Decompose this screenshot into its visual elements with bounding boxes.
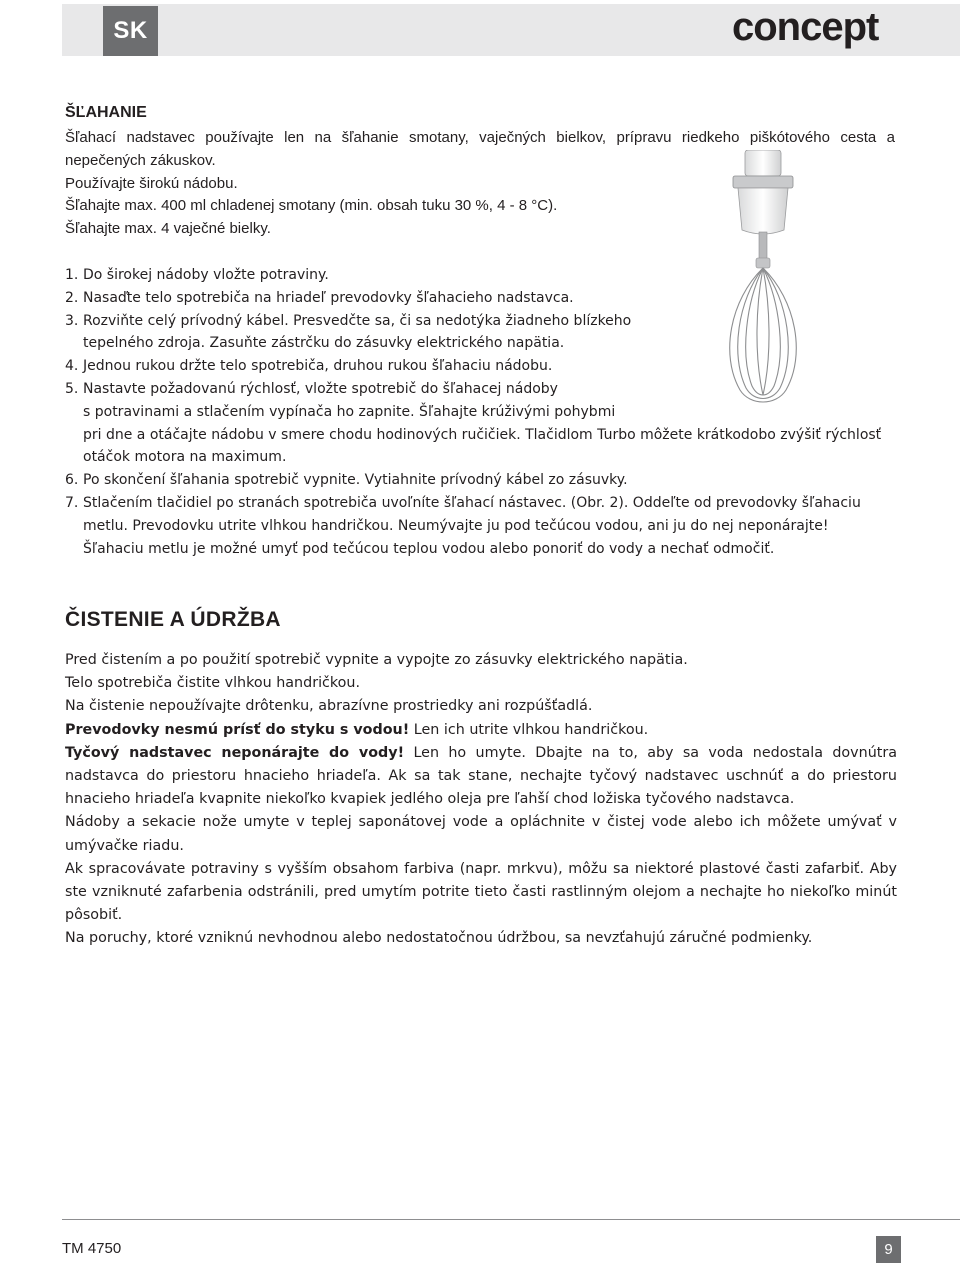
brand-logo-text: concept (732, 5, 879, 49)
language-badge: SK (103, 6, 158, 56)
step-text: Stlačením tlačidiel po stranách spotrebiča uvoľníte šľahací nástavec. (Obr. 2). Oddeľte od prevodovky šľahaciu (83, 494, 861, 511)
cleaning-paragraph: Nádoby a sekacie nože umyte v teplej saponátovej vode a opláchnite v čistej vode alebo ich môžete umývať v umývačke riadu. (65, 814, 897, 854)
cleaning-text-run: Len ho umyte. Dbajte na to, aby sa voda nedostala dovnútra nadstavca do priestoru hnacieho hriadeľa. Ak sa tak stane, nechajte tyčový nadstavec uschnúť a do priestoru hnacieho hriadeľa kvapnite niekoľko kvapiek jedlého oleja pre ľahší chod ložiska tyčového nadstavca. (65, 744, 897, 808)
step-text-continued: Šľahaciu metlu je možné umyť pod tečúcou teplou vodou alebo ponoriť do vody a nechať odmočiť. (83, 540, 775, 557)
step-text-continued: s potravinami a stlačením vypínača ho zapnite. Šľahajte krúživými pohybmi (83, 403, 616, 420)
warning-text: Prevodovky nesmú prísť do styku s vodou! (65, 721, 410, 738)
warning-text: Tyčový nadstavec neponárajte do vody! (65, 744, 405, 761)
intro-line: Používajte širokú nádobu. (65, 174, 238, 192)
cleaning-paragraph: Ak spracovávate potraviny s vyšším obsahom farbiva (napr. mrkvu), môžu sa niektoré plastové časti zafarbiť. Aby ste vzniknuté zafarbenia odstránili, pred umytím potrite tieto časti rastlinným olejom a nechajte ho niekoľko minút pôsobiť. (65, 860, 897, 924)
brand-logo (728, 2, 900, 52)
cleaning-title: ČISTENIE A ÚDRŽBA (65, 608, 281, 631)
step-number: 4. (65, 358, 79, 375)
step-text: Do širokej nádoby vložte potraviny. (83, 267, 329, 283)
step-6 (65, 469, 881, 492)
cleaning-paragraph: Pred čistením a po použití spotrebič vypnite a vypojte zo zásuvky elektrického napätia. (65, 652, 688, 668)
step-text: Jednou rukou držte telo spotrebiča, druhou rukou šľahaciu nádobu. (83, 358, 553, 375)
step-text-continued: tepelného zdroja. Zasuňte zástrčku do zásuvky elektrického napätia. (83, 335, 565, 352)
step-5 (65, 378, 881, 401)
cleaning-text-run: Len ich utrite vlhkou handričkou. (409, 721, 649, 738)
footer-divider (62, 1219, 960, 1220)
step-number: 6. (65, 472, 79, 489)
step-number: 1. (65, 267, 79, 283)
intro-line: Šľahací nadstavec používajte len na šľahanie smotany, vaječných bielkov, prípravu riedkeho piškótového cesta a nepečených zákuskov. (65, 129, 895, 169)
cleaning-paragraph (65, 742, 897, 812)
cleaning-paragraph: Telo spotrebiča čistite vlhkou handričkou. (65, 675, 361, 692)
step-number: 5. (65, 380, 79, 397)
step-text-continued: pri dne a otáčajte nádobu v smere chodu hodinových ručičiek. Tlačidlom Turbo môžete krátkodobo zvýšiť rýchlosť (83, 426, 882, 443)
whipping-title: ŠĽAHANIE (65, 104, 147, 121)
step-text: Rozviňte celý prívodný kábel. Presvedčte sa, či sa nedotýka žiadneho blízkeho (83, 312, 632, 329)
model-number: TM 4750 (62, 1240, 122, 1257)
step-text-continued: otáčok motora na maximum. (83, 449, 287, 466)
step-text: Nasaďte telo spotrebiča na hriadeľ prevodovky šľahacieho nadstavca. (83, 289, 574, 306)
step-2 (65, 287, 881, 310)
step-text: Nastavte požadovanú rýchlosť, vložte spotrebič do šľahacej nádoby (83, 380, 558, 397)
step-7 (65, 492, 881, 515)
step-number: 2. (65, 289, 79, 306)
page-number: 9 (876, 1236, 901, 1263)
step-3 (65, 310, 881, 333)
step-text-continued: metlu. Prevodovku utrite vlhkou handričkou. Neumývajte ju pod tečúcou vodou, ani ju do nej neponárajte! (83, 517, 829, 534)
cleaning-text (65, 649, 897, 951)
intro-line: Šľahajte max. 400 ml chladenej smotany (min. obsah tuku 30 %, 4 - 8 °C). (65, 197, 558, 215)
step-text: Po skončení šľahania spotrebič vypnite. Vytiahnite prívodný kábel zo zásuvky. (83, 472, 628, 489)
step-number: 7. (65, 494, 79, 511)
step-number: 3. (65, 312, 79, 329)
cleaning-paragraph: Na čistenie nepoužívajte drôtenku, abrazívne prostriedky ani rozpúšťadlá. (65, 698, 593, 715)
intro-line: Šľahajte max. 4 vaječné bielky. (65, 220, 271, 238)
cleaning-paragraph: Na poruchy, ktoré vzniknú nevhodnou alebo nedostatočnou údržbou, sa nevzťahujú záručné podmienky. (65, 930, 813, 947)
step-1 (65, 264, 881, 287)
whipping-steps (65, 264, 881, 560)
step-4 (65, 355, 881, 378)
cleaning-paragraph (65, 719, 897, 742)
